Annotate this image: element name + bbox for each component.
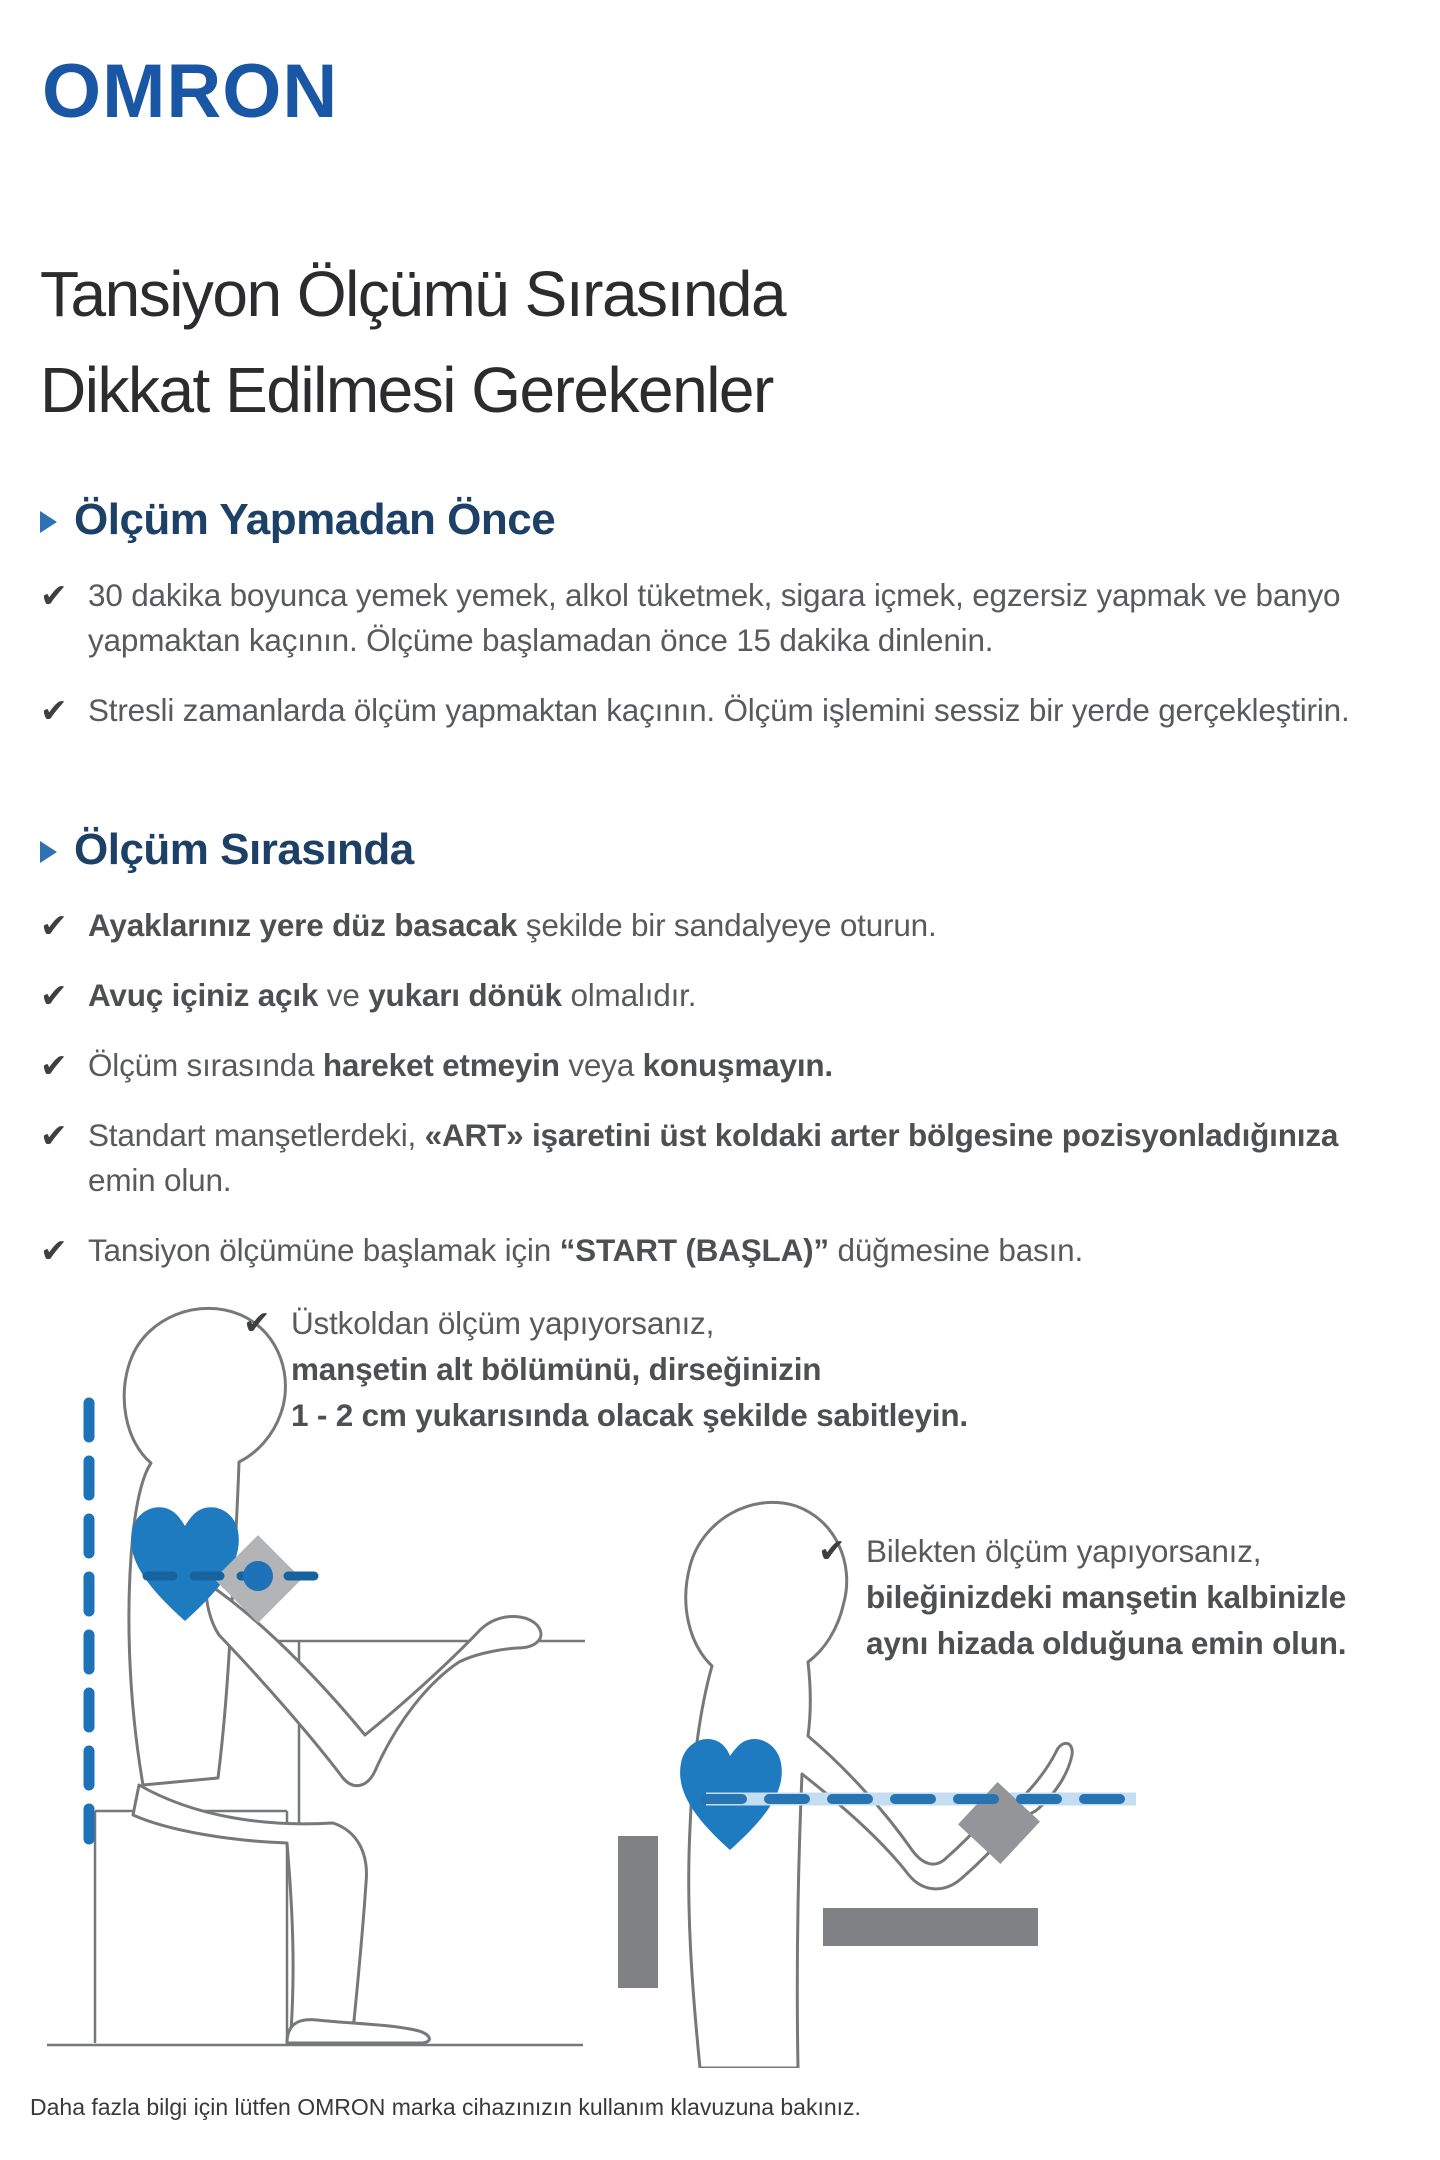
text-segment: şekilde bir sandalyeye oturun. xyxy=(517,907,937,943)
text-segment: Standart manşetlerdeki, xyxy=(88,1117,425,1153)
list-item-text xyxy=(88,1043,833,1088)
text-segment: düğmesine basın. xyxy=(828,1232,1083,1268)
chair-back-bar xyxy=(618,1836,658,1988)
list-item xyxy=(40,1228,1405,1273)
text-segment: Ölçüm sırasında xyxy=(88,1047,323,1083)
check-icon: ✔ xyxy=(40,1047,68,1084)
section-heading-label: Ölçüm Yapmadan Önce xyxy=(74,495,556,544)
text-segment: olmalıdır. xyxy=(561,977,697,1013)
text-segment: veya xyxy=(559,1047,643,1083)
list-item-text xyxy=(88,1228,1083,1273)
caption-line: Üstkoldan ölçüm yapıyorsanız, xyxy=(291,1305,715,1341)
figure-caption-wrist xyxy=(818,1528,1346,1666)
list-item xyxy=(40,973,1405,1018)
check-icon: ✔ xyxy=(818,1532,846,1569)
section-heading xyxy=(40,495,1405,545)
check-icon: ✔ xyxy=(40,692,68,729)
check-icon: ✔ xyxy=(40,977,68,1014)
check-icon: ✔ xyxy=(243,1304,271,1341)
caption-line: Bilekten ölçüm yapıyorsanız, xyxy=(866,1533,1262,1569)
check-icon: ✔ xyxy=(40,907,68,944)
omron-logo: OMRON xyxy=(42,49,339,134)
list-item xyxy=(40,903,1405,948)
list-item-text xyxy=(88,573,1398,663)
text-segment: hareket etmeyin xyxy=(322,1047,560,1083)
text-segment: konuşmayın. xyxy=(642,1047,833,1083)
figure-caption-text xyxy=(866,1528,1346,1666)
arm-support-bar xyxy=(823,1908,1038,1946)
list-item-text xyxy=(88,1113,1398,1203)
page-title xyxy=(40,246,785,438)
list-item xyxy=(40,573,1405,663)
caption-line: aynı hizada olduğuna emin olun. xyxy=(866,1625,1347,1661)
text-segment: Tansiyon ölçümüne başlamak için xyxy=(88,1232,560,1268)
page-title-line2: Dikkat Edilmesi Gerekenler xyxy=(40,354,773,426)
check-icon: ✔ xyxy=(40,1117,68,1154)
section-before-measurement xyxy=(40,495,1405,758)
caption-line: manşetin alt bölümünü, dirseğinizin xyxy=(291,1351,822,1387)
text-segment: Avuç içiniz açık xyxy=(88,977,319,1013)
check-icon: ✔ xyxy=(40,1232,68,1269)
figure-caption-upper-arm xyxy=(243,1300,968,1438)
artery-dot-icon xyxy=(243,1561,273,1591)
section-heading-label: Ölçüm Sırasında xyxy=(74,825,414,874)
list-item-text xyxy=(88,973,696,1018)
foot-outline xyxy=(287,2020,429,2043)
text-segment: yukarı dönük xyxy=(368,977,562,1013)
list-item-text xyxy=(88,688,1350,733)
list-item xyxy=(40,1043,1405,1088)
caption-line: 1 - 2 cm yukarısında olacak şekilde sabitleyin. xyxy=(291,1397,968,1433)
stool-box xyxy=(95,1811,287,2043)
text-segment: Ayaklarınız yere düz basacak xyxy=(88,907,518,943)
text-segment: “START (BAŞLA)” xyxy=(559,1232,829,1268)
section-heading xyxy=(40,825,1405,875)
figure-caption-text xyxy=(291,1300,968,1438)
legs-outline xyxy=(133,1785,366,2031)
caption-line: bileğinizdeki manşetin kalbinizle xyxy=(866,1579,1347,1615)
list-item xyxy=(40,1113,1405,1203)
text-segment: emin olun. xyxy=(88,1162,232,1198)
check-icon: ✔ xyxy=(40,577,68,614)
text-segment: ve xyxy=(318,977,369,1013)
footer-note: Daha fazla bilgi için lütfen OMRON marka cihazınızın kullanım klavuzuna bakınız. xyxy=(30,2094,861,2120)
page-title-line1: Tansiyon Ölçümü Sırasında xyxy=(40,258,786,330)
text-segment: 30 dakika boyunca yemek yemek, alkol tüketmek, sigara içmek, egzersiz yapmak ve banyo yapmaktan kaçının. Ölçüme başlamadan önce 15 dakika dinlenin. xyxy=(88,577,1341,658)
list-item xyxy=(40,688,1405,733)
list-item-text xyxy=(88,903,937,948)
section-during-measurement xyxy=(40,825,1405,1298)
triangle-marker-icon xyxy=(40,841,57,863)
text-segment: Stresli zamanlarda ölçüm yapmaktan kaçının. Ölçüm işlemini sessiz bir yerde gerçekleştirin. xyxy=(88,692,1350,728)
triangle-marker-icon xyxy=(40,511,57,533)
text-segment: «ART» işaretini üst koldaki arter bölgesine pozisyonladığınıza xyxy=(424,1117,1339,1153)
